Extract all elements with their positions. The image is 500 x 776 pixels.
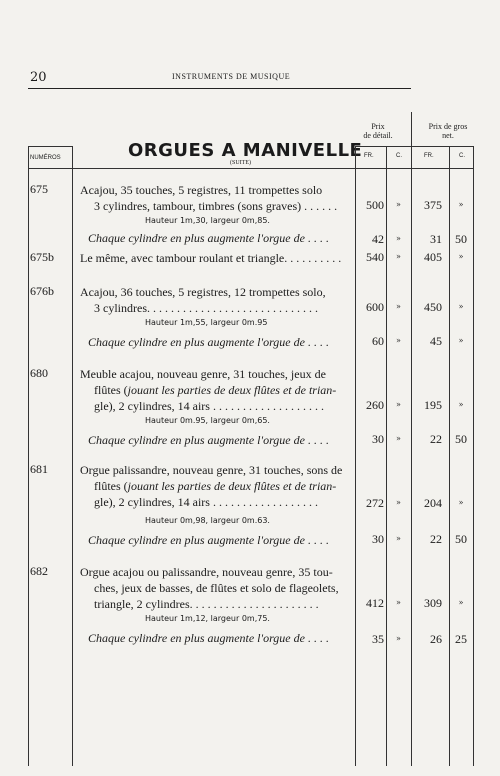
wholesale-price-fr: 450 bbox=[424, 300, 442, 314]
wholesale-price-fr: 375 bbox=[424, 198, 442, 212]
header-rule bbox=[28, 88, 411, 89]
extra-retail-fr: 60 bbox=[372, 334, 384, 348]
extra-retail-c: » bbox=[396, 634, 401, 643]
wholesale-price-c: » bbox=[458, 200, 464, 209]
extra-retail-c: » bbox=[396, 434, 401, 443]
retail-price-header: Prix de détail. bbox=[363, 122, 393, 140]
retail-price-c: » bbox=[396, 598, 401, 607]
running-title: INSTRUMENTS DE MUSIQUE bbox=[172, 72, 291, 81]
table-top-rule-right bbox=[355, 146, 473, 147]
extra-cylinder-text: Chaque cylindre en plus augmente l'orgue de . . . . bbox=[88, 231, 329, 245]
retail-price-fr: 500 bbox=[366, 198, 384, 212]
entry-description: Orgue acajou ou palissandre, nouveau genre, 35 tou- ches, jeux de basses, de flûtes et solo de flageolets, triangle, 2 cylindres. . . . . . . . . . . . . . . . . . . . . . bbox=[80, 565, 339, 611]
retail-price-c: » bbox=[396, 252, 401, 261]
section-subtitle: (SUITE) bbox=[230, 160, 251, 166]
entry-number: 675b bbox=[30, 250, 54, 264]
extra-wholesale-fr: 31 bbox=[430, 232, 442, 246]
dimensions-note: Hauteur 1m,12, largeur 0m,75. bbox=[145, 614, 270, 623]
extra-wholesale-c: 25 bbox=[455, 632, 467, 646]
extra-retail-c: » bbox=[396, 336, 401, 345]
extra-cylinder-text: Chaque cylindre en plus augmente l'orgue de . . . . bbox=[88, 631, 329, 645]
extra-cylinder-text: Chaque cylindre en plus augmente l'orgue de . . . . bbox=[88, 335, 329, 349]
fr-header: FR. bbox=[364, 153, 374, 159]
entry-description: Orgue palissandre, nouveau genre, 31 touches, sons de flûtes (jouant les parties de deux flûtes et de trian- gle), 2 cylindres, 14 airs . . . . . . . . . . . . . . . . . . bbox=[80, 463, 343, 509]
retail-price-fr: 540 bbox=[366, 250, 384, 264]
page-number: 20 bbox=[30, 70, 47, 85]
table-top-rule-left bbox=[28, 146, 72, 147]
dimensions-note: Hauteur 0m.95, largeur 0m,65. bbox=[145, 416, 270, 425]
wholesale-price-fr: 204 bbox=[424, 496, 442, 510]
extra-cylinder-text: Chaque cylindre en plus augmente l'orgue de . . . . bbox=[88, 533, 329, 547]
extra-retail-fr: 30 bbox=[372, 432, 384, 446]
retail-price-fr: 412 bbox=[366, 596, 384, 610]
wholesale-price-c: » bbox=[458, 252, 464, 261]
retail-price-fr: 272 bbox=[366, 496, 384, 510]
entry-number: 681 bbox=[30, 462, 48, 476]
c-header: C. bbox=[396, 153, 402, 159]
extra-retail-fr: 42 bbox=[372, 232, 384, 246]
extra-cylinder-text: Chaque cylindre en plus augmente l'orgue de . . . . bbox=[88, 433, 329, 447]
extra-wholesale-fr: 22 bbox=[430, 532, 442, 546]
extra-retail-fr: 35 bbox=[372, 632, 384, 646]
dimensions-note: Hauteur 0m,98, largeur 0m.63. bbox=[145, 516, 270, 525]
entry-number: 680 bbox=[30, 366, 48, 380]
entry-description: Acajou, 35 touches, 5 registres, 11 trompettes solo 3 cylindres, tambour, timbres (sons graves) . . . . . . bbox=[80, 183, 338, 213]
extra-wholesale-fr: 45 bbox=[430, 334, 442, 348]
section-title: ORGUES A MANIVELLE bbox=[128, 140, 363, 161]
extra-wholesale-fr: 26 bbox=[430, 632, 442, 646]
wholesale-divider bbox=[411, 112, 412, 766]
fr2-header: FR. bbox=[424, 153, 434, 159]
retail-price-c: » bbox=[396, 400, 401, 409]
extra-wholesale-c: 50 bbox=[455, 432, 467, 446]
dimensions-note: Hauteur 1m,30, largeur 0m,85. bbox=[145, 216, 270, 225]
retail-price-c: » bbox=[396, 498, 401, 507]
retail-price-fr: 260 bbox=[366, 398, 384, 412]
extra-retail-fr: 30 bbox=[372, 532, 384, 546]
entry-number: 676b bbox=[30, 284, 54, 298]
c2-header: C. bbox=[459, 153, 465, 159]
numeros-divider bbox=[72, 146, 73, 766]
table-border-left bbox=[28, 146, 29, 766]
extra-wholesale-c: 50 bbox=[455, 532, 467, 546]
entry-number: 675 bbox=[30, 182, 48, 196]
extra-retail-c: » bbox=[396, 234, 401, 243]
wholesale-price-c: » bbox=[458, 302, 464, 311]
extra-wholesale-c: » bbox=[458, 336, 464, 345]
wholesale-price-c: » bbox=[458, 598, 464, 607]
entry-number: 682 bbox=[30, 564, 48, 578]
wholesale-price-fr: 405 bbox=[424, 250, 442, 264]
numeros-header: NUMÉROS bbox=[30, 155, 61, 161]
header-bottom-rule bbox=[28, 168, 473, 169]
extra-wholesale-fr: 22 bbox=[430, 432, 442, 446]
wholesale-price-fr: 309 bbox=[424, 596, 442, 610]
wholesale-price-c: » bbox=[458, 498, 464, 507]
table-border-right bbox=[473, 146, 474, 766]
wholesale-price-header: Prix de gros net. bbox=[428, 122, 468, 140]
wholesale-price-c: » bbox=[458, 400, 464, 409]
entry-description: Meuble acajou, nouveau genre, 31 touches, jeux de flûtes (jouant les parties de deux flûtes et de trian- gle), 2 cylindres, 14 airs . . . . . . . . . . . . . . . . . . . bbox=[80, 367, 337, 413]
extra-retail-c: » bbox=[396, 534, 401, 543]
dimensions-note: Hauteur 1m,55, largeur 0m.95 bbox=[145, 318, 268, 327]
entry-description: Acajou, 36 touches, 5 registres, 12 trompettes solo, 3 cylindres. . . . . . . . . . . . . . . . . . . . . . . . . . . . . bbox=[80, 285, 326, 315]
retail-price-c: » bbox=[396, 302, 401, 311]
entry-description: Le même, avec tambour roulant et triangle. . . . . . . . . . bbox=[80, 251, 342, 265]
wholesale-price-fr: 195 bbox=[424, 398, 442, 412]
retail-price-fr: 600 bbox=[366, 300, 384, 314]
retail-price-c: » bbox=[396, 200, 401, 209]
extra-wholesale-c: 50 bbox=[455, 232, 467, 246]
